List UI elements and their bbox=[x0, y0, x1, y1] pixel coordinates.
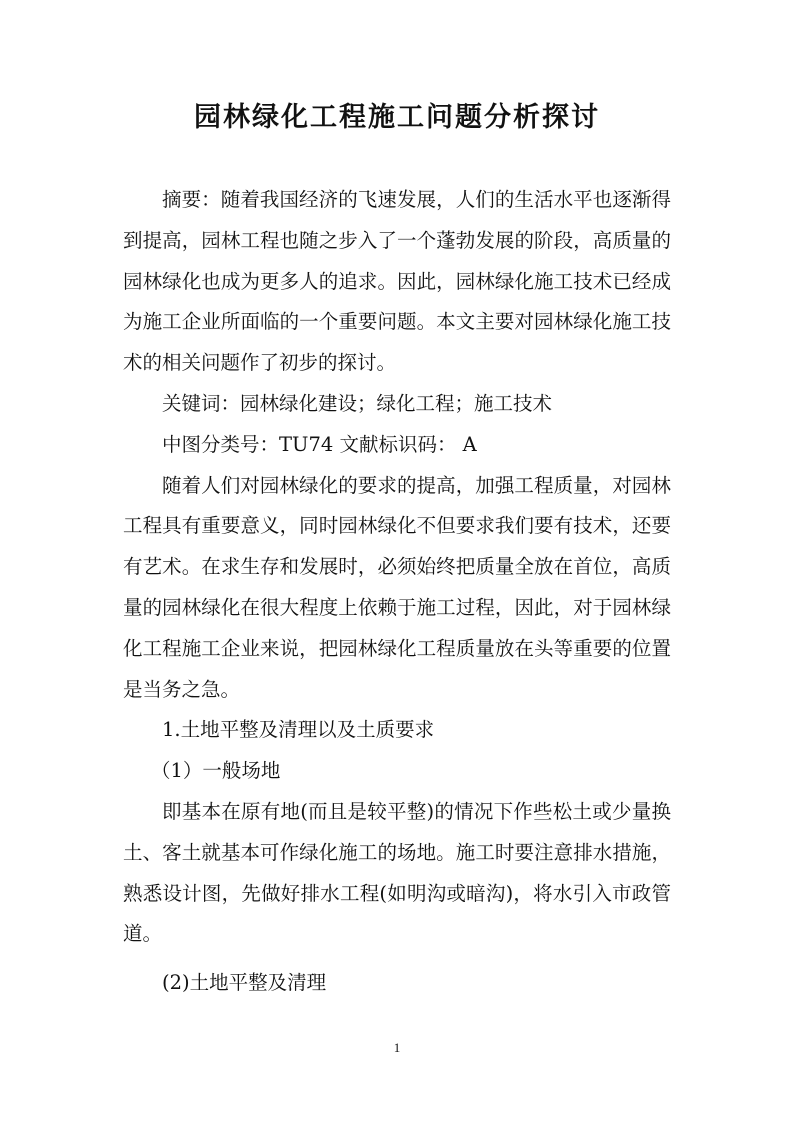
classification-paragraph: 中图分类号：TU74 文献标识码： A bbox=[162, 432, 477, 456]
intro-paragraph: 随着人们对园林绿化的要求的提高，加强工程质量，对园林工程具有重要意义，同时园林绿化不但要求我们要有技术，还要有艺术。在求生存和发展时，必须始终把质量全放在首位，高质量的园林绿化在很大程度上依赖于施工过程，因此，对于园林绿化工程施工企业来说，把园林绿化工程质量放在头等重要的位置是当务之急。 bbox=[123, 473, 671, 701]
page-number: 1 bbox=[393, 1040, 401, 1055]
document-title: 园林绿化工程施工问题分析探讨 bbox=[194, 102, 600, 133]
abstract-paragraph: 摘要：随着我国经济的飞速发展，人们的生活水平也逐渐得到提高，园林工程也随之步入了一个蓬勃发展的阶段，高质量的园林绿化也成为更多人的追求。因此，园林绿化施工技术已经成为施工企业所面临的一个重要问题。本文主要对园林绿化施工技术的相关问题作了初步的探讨。 bbox=[123, 188, 671, 375]
document-body bbox=[123, 180, 671, 1004]
body-paragraph: 即基本在原有地(而且是较平整)的情况下作些松土或少量换土、客土就基本可作绿化施工的场地。施工时要注意排水措施，熟悉设计图，先做好排水工程(如明沟或暗沟)，将水引入市政管道。 bbox=[123, 799, 671, 946]
subsection-heading: （1）一般场地 bbox=[151, 759, 281, 783]
subsection-heading: (2)土地平整及清理 bbox=[162, 971, 327, 995]
keywords-paragraph: 关键词：园林绿化建设；绿化工程；施工技术 bbox=[162, 391, 553, 415]
section-heading: 1.土地平整及清理以及土质要求 bbox=[162, 718, 435, 742]
